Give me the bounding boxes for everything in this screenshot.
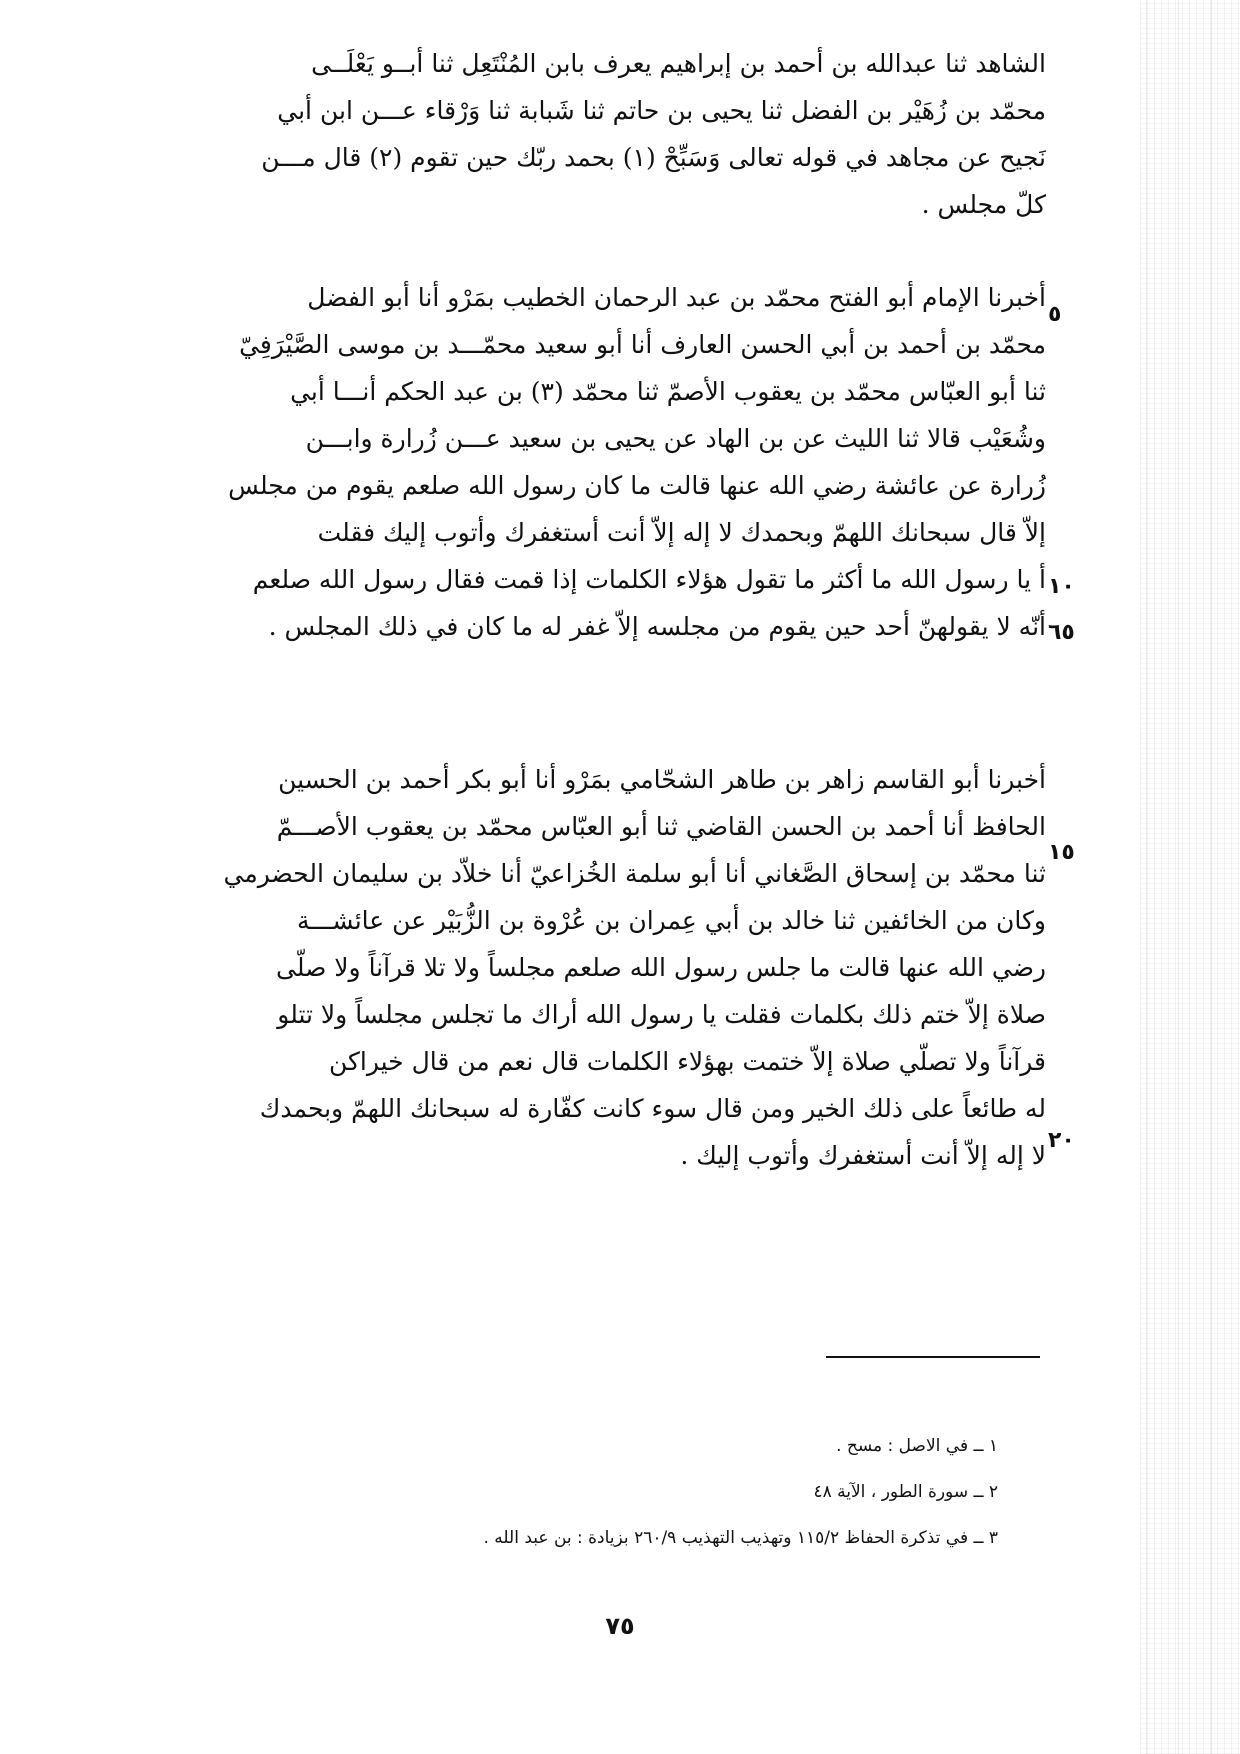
text-line: محمّد بن زُهَيْر بن الفضل ثنا يحيى بن حاتم ثنا شَبابة ثنا وَرْقاء عـــن ابن أبي <box>277 96 1046 125</box>
line-number-marker: ١٥ <box>1048 840 1075 865</box>
paragraph-3 <box>118 756 1046 1179</box>
text-line: لا إله إلاّ أنت أستغفرك وأتوب إليك . <box>680 1141 1046 1170</box>
paragraph-1 <box>118 40 1046 228</box>
text-line: أخبرنا الإمام أبو الفتح محمّد بن عبد الرحمان الخطيب بمَرْو أنا أبو الفضل <box>307 283 1046 312</box>
line-number-marker: ٥ <box>1048 302 1062 327</box>
footnote-divider <box>826 1356 1040 1358</box>
text-line: محمّد بن أحمد بن أبي الحسن العارف أنا أبو سعيد محمّـــد بن موسى الصَّيْرَفِيّ <box>239 330 1046 359</box>
text-line: رضي الله عنها قالت ما جلس رسول الله صلعم مجلساً ولا تلا قرآناً ولا صلّى <box>276 953 1046 982</box>
line-number-marker: ٢٠ <box>1048 1128 1075 1153</box>
text-line: ثنا أبو العبّاس محمّد بن يعقوب الأصمّ ثنا محمّد (٣) بن عبد الحكم أنـــا أبي <box>290 377 1046 406</box>
page-edge-texture <box>1140 0 1240 1754</box>
text-line: له طائعاً على ذلك الخير ومن قال سوء كانت كفّارة له سبحانك اللهمّ وبحمدك <box>259 1094 1046 1123</box>
text-line: ثنا محمّد بن إسحاق الصَّغاني أنا أبو سلمة الخُزاعيّ أنا خلاّد بن سليمان الحضرمي <box>223 859 1046 888</box>
text-line: إلاّ قال سبحانك اللهمّ وبحمدك لا إله إلاّ أنت أستغفرك وأتوب إليك فقلت <box>317 518 1046 547</box>
footnote-2: ٢ ــ سورة الطور ، الآية ٤٨ <box>813 1482 998 1502</box>
text-line: الشاهد ثنا عبدالله بن أحمد بن إبراهيم يعرف بابن المُنْتَعِل ثنا أبــو يَعْلَــى <box>311 49 1046 78</box>
paragraph-2 <box>118 274 1046 650</box>
line-number-marker: ١٠ <box>1048 574 1075 599</box>
text-line: زُرارة عن عائشة رضي الله عنها قالت ما كان رسول الله صلعم يقوم من مجلس <box>228 471 1046 500</box>
text-line: وكان من الخائفين ثنا خالد بن أبي عِمران بن عُرْوة بن الزُّبَيْر عن عائشـــة <box>297 906 1046 935</box>
footnote-3: ٣ ــ في تذكرة الحفاظ ١١٥/٢ وتهذيب التهذيب ٢٦٠/٩ بزيادة : بن عبد الله . <box>483 1528 998 1548</box>
text-line: أنّه لا يقولهنّ أحد حين يقوم من مجلسه إلاّ غفر له ما كان في ذلك المجلس . <box>268 612 1046 641</box>
text-line: أ يا رسول الله ما أكثر ما تقول هؤلاء الكلمات إذا قمت فقال رسول الله صلعم <box>252 565 1046 594</box>
text-line: كلّ مجلس . <box>921 190 1046 219</box>
text-line: صلاة إلاّ ختم ذلك بكلمات فقلت يا رسول الله أراك ما تجلس مجلساً ولا تتلو <box>277 1000 1046 1029</box>
text-line: نَجيح عن مجاهد في قوله تعالى وَسَبِّحْ (١) بحمد ربّك حين تقوم (٢) قال مـــن <box>261 143 1046 172</box>
text-line: الحافظ أنا أحمد بن الحسن القاضي ثنا أبو العبّاس محمّد بن يعقوب الأصـــمّ <box>276 812 1046 841</box>
page-number: ٧٥ <box>605 1612 635 1640</box>
text-line: أخبرنا أبو القاسم زاهر بن طاهر الشحّامي بمَرْو أنا أبو بكر أحمد بن الحسين <box>278 765 1046 794</box>
text-line: وشُعَيْب قالا ثنا الليث عن بن الهاد عن يحيى بن سعيد عـــن زُرارة وابـــن <box>305 424 1046 453</box>
text-line: قرآناً ولا تصلّي صلاة إلاّ ختمت بهؤلاء الكلمات قال نعم من قال خيراكن <box>328 1047 1046 1076</box>
footnote-1: ١ ــ في الاصل : مسح . <box>836 1436 998 1456</box>
folio-marker: ٦٥ <box>1048 620 1075 645</box>
